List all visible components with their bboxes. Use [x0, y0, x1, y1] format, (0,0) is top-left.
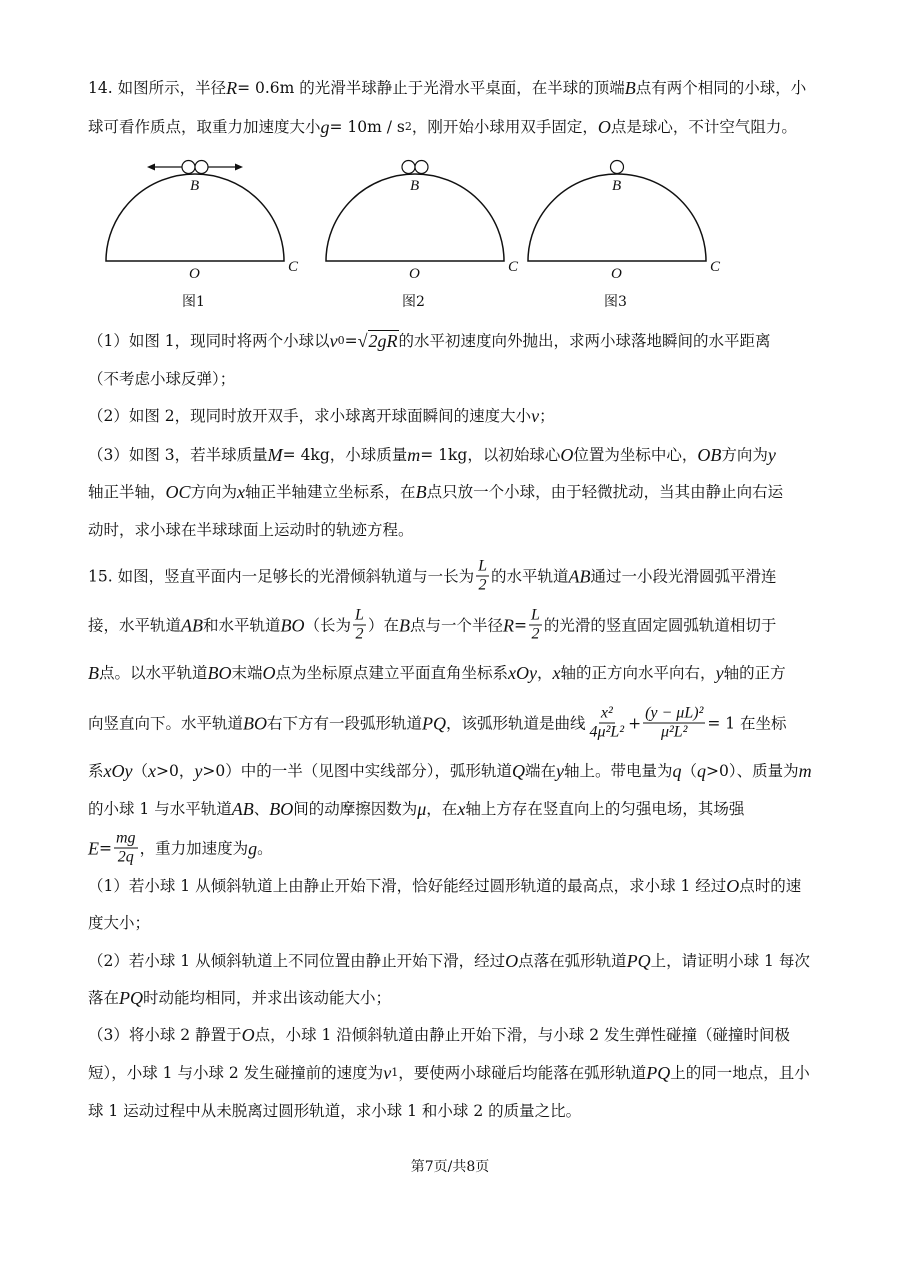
- text-run: （2）如图 2，现同时放开双手，求小球离开球面瞬间的速度大小: [88, 407, 532, 425]
- text-run: 球可看作质点，取重力加速度大小: [88, 118, 321, 136]
- superscript: 2: [404, 120, 412, 133]
- text-run: 短），小球 1 与小球 2 发生碰撞前的速度为: [88, 1064, 384, 1082]
- figure-caption: 图2: [402, 294, 425, 310]
- text-run: = 1 在坐标: [707, 714, 787, 732]
- text-run: >0，: [156, 762, 195, 780]
- text-line: [88, 117, 797, 137]
- text-run: （长为: [304, 616, 352, 634]
- hemisphere-diagram: [100, 150, 320, 320]
- text-run: ；: [539, 407, 555, 425]
- text-line: [88, 445, 776, 465]
- math-symbol: y: [767, 445, 776, 465]
- text-run: 点只放一个小球，由于轻微扰动，当其由静止向右运: [426, 483, 784, 501]
- text-run: （1）如图 1，现同时将两个小球以: [88, 332, 330, 350]
- text-run: 14. 如图所示，半径: [88, 79, 227, 97]
- numerator: L: [530, 606, 540, 624]
- text-run: 落在: [88, 989, 120, 1007]
- text-run: =: [513, 616, 527, 634]
- label-C: C: [508, 259, 519, 275]
- denominator: 2: [355, 625, 364, 643]
- math-symbol: BO: [269, 799, 294, 819]
- text-line: [88, 913, 150, 933]
- text-run: 点为坐标原点建立平面直角坐标系: [275, 664, 509, 682]
- text-run: 位置为坐标中心，: [573, 446, 698, 464]
- fraction: [353, 607, 366, 644]
- ball: [402, 161, 415, 174]
- math-symbol: BO: [207, 663, 232, 683]
- text-run: 接，水平轨道: [88, 616, 182, 634]
- math-symbol: BO: [280, 615, 305, 635]
- math-symbol: xOy: [508, 663, 538, 683]
- math-symbol: B: [624, 78, 636, 98]
- math-symbol: μ: [417, 799, 427, 819]
- figure-1: [100, 150, 320, 320]
- label-B: B: [612, 178, 622, 194]
- figure-3: [522, 150, 742, 320]
- text-line: [88, 876, 801, 896]
- text-run: （2）若小球 1 从倾斜轨道上不同位置由静止开始下滑，经过: [88, 952, 506, 970]
- label-B: B: [410, 178, 420, 194]
- text-run: 点，小球 1 沿倾斜轨道由静止开始下滑，与小球 2 发生弹性碰撞（碰撞时间极: [254, 1026, 791, 1044]
- label-C: C: [710, 259, 721, 275]
- denominator: 2q: [117, 848, 134, 866]
- denominator: 2: [478, 576, 487, 594]
- figure-2: [320, 150, 540, 320]
- text-run: （1）若小球 1 从倾斜轨道上由静止开始下滑，恰好能经过圆形轨道的最高点，求小球 1 经过: [88, 877, 727, 895]
- math-symbol: O: [505, 951, 519, 971]
- text-run: 点时的速: [739, 877, 802, 895]
- text-run: 轴上。带电量为: [564, 762, 673, 780]
- text-run: = 0.6m 的光滑半球静止于光滑水平桌面，在半球的顶端: [237, 79, 625, 97]
- text-run: ，该弧形轨道是曲线: [446, 714, 586, 732]
- text-line: [88, 520, 414, 540]
- numerator: L: [355, 606, 364, 624]
- text-run: 轴的正方: [723, 664, 786, 682]
- numerator: L: [478, 557, 487, 575]
- text-line: [88, 558, 777, 595]
- math-symbol: O: [597, 117, 611, 137]
- text-run: （3）如图 3，若半球质量: [88, 446, 268, 464]
- math-symbol: AB: [181, 615, 204, 635]
- math-symbol: q: [672, 761, 682, 781]
- text-run: 和水平轨道: [203, 616, 281, 634]
- numerator: mg: [116, 829, 136, 847]
- text-run: （不考虑小球反弹）；: [88, 370, 236, 388]
- text-line: [88, 1063, 810, 1083]
- denominator: 2: [531, 625, 540, 643]
- text-line: [88, 988, 391, 1008]
- text-run: 系: [88, 762, 104, 780]
- text-run: 的小球 1 与水平轨道: [88, 800, 232, 818]
- label-C: C: [288, 259, 299, 275]
- text-run: （: [132, 762, 149, 780]
- fraction: [529, 607, 542, 644]
- text-run: ，重力加速度为: [139, 839, 249, 857]
- numerator: x²: [600, 704, 613, 722]
- math-symbol: x: [457, 799, 466, 819]
- math-symbol: R: [226, 78, 238, 98]
- math-symbol: g: [320, 117, 330, 137]
- text-line: [88, 607, 776, 644]
- text-run: 右下方有一段弧形轨道: [267, 714, 423, 732]
- text-run: ）在: [367, 616, 399, 634]
- math-symbol: m: [407, 445, 421, 465]
- hemisphere-diagram: [522, 150, 742, 320]
- subscript: 0: [337, 334, 345, 347]
- text-line: [88, 799, 744, 819]
- text-run: 上的同一地点，且小: [670, 1064, 810, 1082]
- text-run: ，在: [426, 800, 458, 818]
- figure-caption: 图1: [182, 294, 205, 310]
- text-run: >0）中的一半（见图中实线部分），弧形轨道: [202, 762, 512, 780]
- math-symbol: R: [502, 615, 514, 635]
- math-symbol: AB: [568, 566, 591, 586]
- math-symbol: x: [552, 663, 561, 683]
- math-symbol: O: [241, 1025, 255, 1045]
- text-run: = 1kg，以初始球心: [420, 446, 561, 464]
- math-symbol: AB: [231, 799, 254, 819]
- text-line: [88, 331, 771, 351]
- text-run: 轴正半轴，: [88, 483, 166, 501]
- math-symbol: M: [267, 445, 283, 465]
- text-run: 点。以水平轨道: [99, 664, 208, 682]
- ball: [195, 161, 208, 174]
- text-run: +: [628, 714, 642, 732]
- text-line: [88, 761, 812, 781]
- text-run: 。: [257, 839, 273, 857]
- fraction: [114, 830, 138, 867]
- text-line: [88, 406, 555, 426]
- text-run: >0）、质量为: [706, 762, 799, 780]
- text-run: 上，请证明小球 1 每次: [650, 952, 810, 970]
- text-run: ，要使两小球碰后均能落在弧形轨道: [398, 1064, 647, 1082]
- text-run: 向竖直向下。水平轨道: [88, 714, 244, 732]
- math-symbol: PQ: [119, 988, 144, 1008]
- math-symbol: B: [88, 663, 99, 683]
- numerator: (y − μL)²: [645, 704, 704, 722]
- math-symbol: B: [415, 482, 427, 502]
- radicand: 2gR: [368, 331, 398, 351]
- math-symbol: y: [715, 663, 724, 683]
- math-symbol: E: [88, 838, 99, 858]
- text-run: 方向为: [721, 446, 768, 464]
- math-symbol: m: [798, 761, 812, 781]
- text-run: = 4kg，小球质量: [282, 446, 408, 464]
- text-line: [88, 951, 810, 971]
- text-run: = 10m / s: [329, 118, 405, 136]
- label-O: O: [189, 266, 200, 282]
- math-symbol: PQ: [422, 713, 447, 733]
- math-symbol: PQ: [626, 951, 651, 971]
- math-symbol: OC: [165, 482, 191, 502]
- math-symbol: y: [556, 761, 564, 781]
- text-line: [88, 78, 806, 98]
- math-symbol: PQ: [646, 1063, 671, 1083]
- text-line: [88, 482, 783, 502]
- text-run: =: [99, 839, 112, 857]
- math-symbol: q: [697, 761, 707, 781]
- fraction: [476, 558, 489, 595]
- ball: [415, 161, 428, 174]
- text-run: 球 1 运动过程中从未脱离过圆形轨道，求小球 1 和小球 2 的质量之比。: [88, 1102, 582, 1120]
- text-run: 端在: [524, 762, 556, 780]
- label-B: B: [190, 178, 200, 194]
- text-run: （3）将小球 2 静置于: [88, 1026, 242, 1044]
- text-line: [88, 1025, 790, 1045]
- text-run: 点是球心，不计空气阻力。: [610, 118, 797, 136]
- text-run: 通过一小段光滑圆弧平滑连: [590, 567, 777, 585]
- text-line: [88, 663, 786, 683]
- text-run: 轴上方存在竖直向上的匀强电场，其场强: [465, 800, 745, 818]
- math-symbol: O: [262, 663, 276, 683]
- text-run: 点与一个半径: [409, 616, 503, 634]
- text-run: ，刚开始小球用双手固定，: [411, 118, 598, 136]
- fraction: [643, 705, 705, 742]
- text-line: [88, 369, 235, 389]
- text-line: [88, 705, 787, 742]
- text-run: 末端: [231, 664, 263, 682]
- math-symbol: xOy: [103, 761, 133, 781]
- math-symbol: O: [560, 445, 574, 465]
- math-symbol: x: [148, 761, 157, 781]
- text-run: 点有两个相同的小球，小: [635, 79, 807, 97]
- denominator: 4μ²L²: [589, 723, 625, 741]
- text-run: （: [681, 762, 698, 780]
- text-run: ，: [537, 664, 553, 682]
- text-run: 时动能均相同，并求出该动能大小；: [143, 989, 392, 1007]
- math-symbol: x: [237, 482, 246, 502]
- text-run: 、: [253, 800, 270, 818]
- text-run: 度大小；: [88, 914, 151, 932]
- text-run: 方向为: [190, 483, 238, 501]
- math-symbol: Q: [511, 761, 525, 781]
- text-run: 动时，求小球在半球球面上运动时的轨迹方程。: [88, 521, 414, 539]
- math-symbol: B: [398, 615, 410, 635]
- hemisphere-diagram: [320, 150, 540, 320]
- math-symbol: v: [383, 1063, 392, 1083]
- text-run: 的光滑的竖直固定圆弧轨道相切于: [543, 616, 777, 634]
- label-O: O: [611, 266, 622, 282]
- text-run: 的水平初速度向外抛出，求两小球落地瞬间的水平距离: [398, 332, 771, 350]
- page-footer: 第7页/共8页: [410, 1159, 490, 1175]
- text-run: 间的动摩擦因数为: [293, 800, 418, 818]
- ball: [611, 161, 624, 174]
- text-run: 的水平轨道: [491, 567, 569, 585]
- text-line: [88, 830, 273, 867]
- square-root: √2gR: [357, 331, 398, 351]
- denominator: μ²L²: [660, 723, 688, 741]
- math-symbol: y: [194, 761, 203, 781]
- math-symbol: v: [329, 331, 338, 351]
- text-run: 轴正半轴建立坐标系，在: [245, 483, 416, 501]
- math-symbol: v: [531, 406, 540, 426]
- label-O: O: [409, 266, 420, 282]
- ball: [182, 161, 195, 174]
- math-symbol: OB: [697, 445, 722, 465]
- subscript: 1: [391, 1066, 399, 1079]
- figure-caption: 图3: [604, 294, 627, 310]
- math-symbol: g: [248, 838, 258, 858]
- text-run: =: [344, 332, 358, 350]
- text-run: 轴的正方向水平向右，: [560, 664, 716, 682]
- math-symbol: O: [726, 876, 740, 896]
- text-run: 15. 如图，竖直平面内一足够长的光滑倾斜轨道与一长为: [88, 567, 475, 585]
- text-run: 点落在弧形轨道: [518, 952, 627, 970]
- math-symbol: BO: [243, 713, 268, 733]
- text-line: [88, 1101, 581, 1121]
- fraction: [588, 705, 627, 742]
